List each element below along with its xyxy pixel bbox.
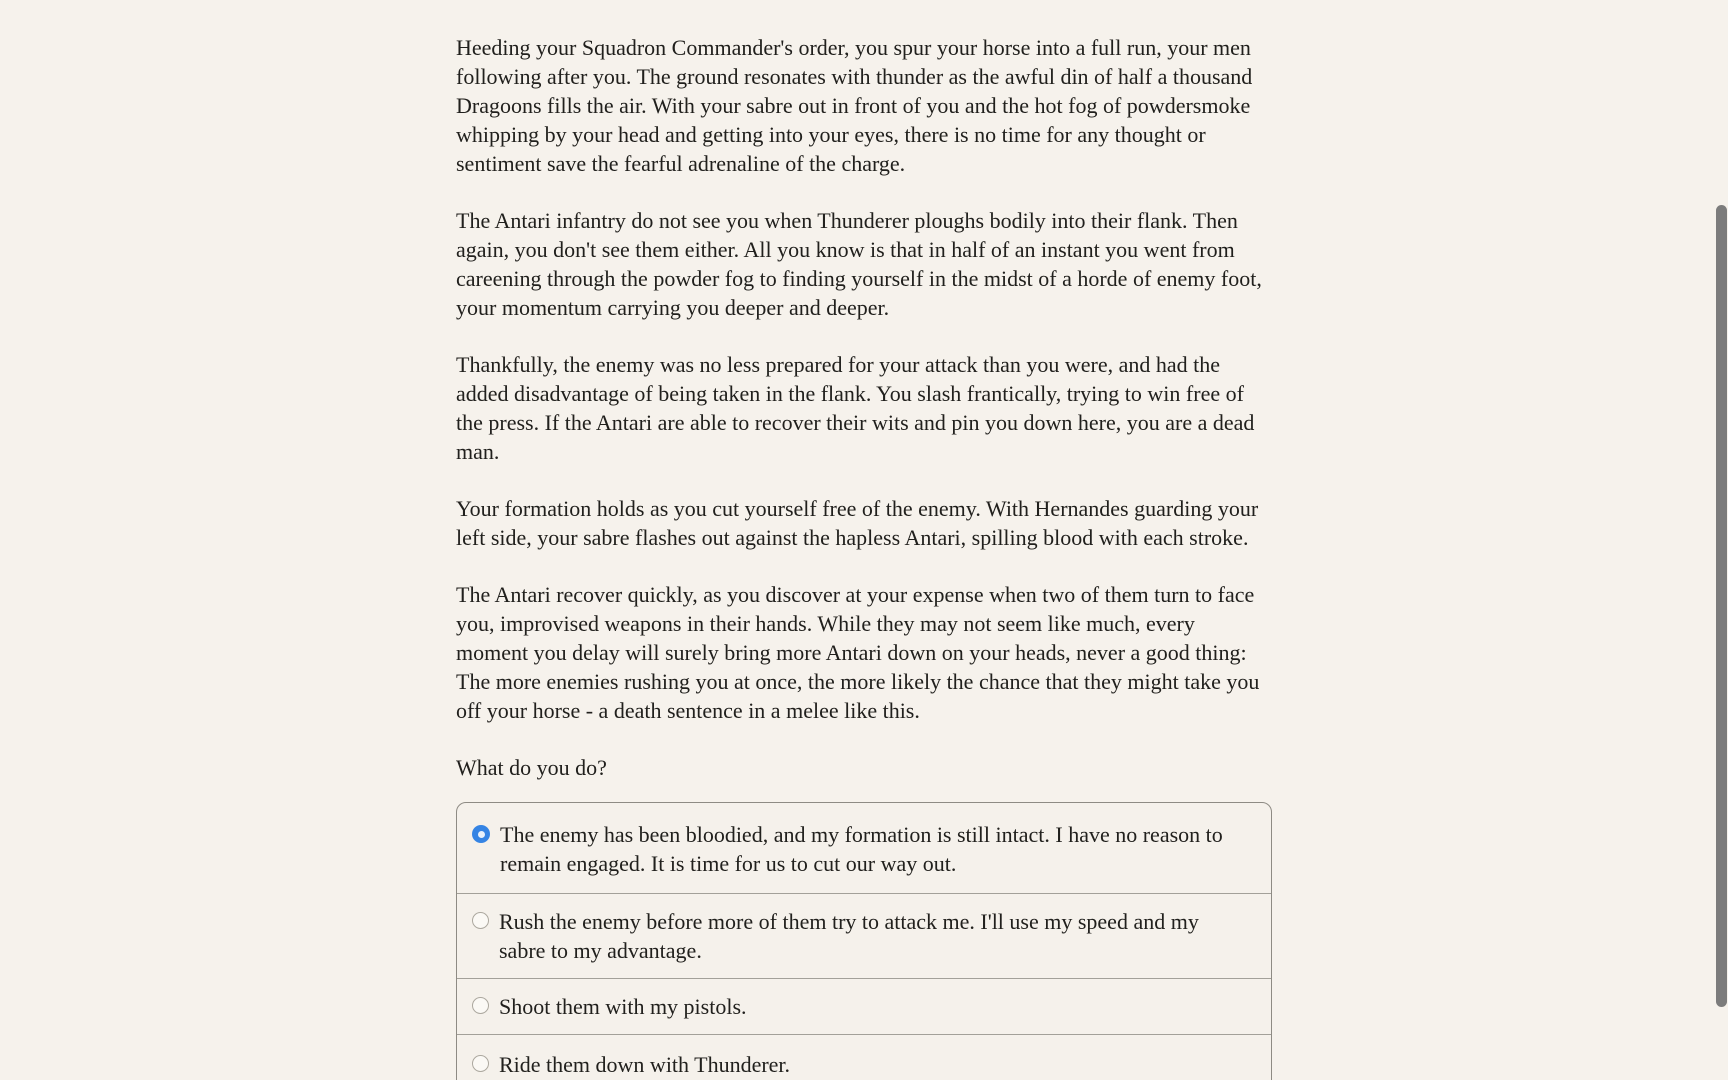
choice-option[interactable]: [457, 978, 1271, 1034]
radio-button-icon[interactable]: [472, 1055, 489, 1072]
story-content: [456, 0, 1272, 1080]
radio-button-icon[interactable]: [472, 912, 489, 929]
choice-option-label: Ride them down with Thunderer.: [499, 1052, 791, 1077]
radio-button-icon[interactable]: [472, 825, 490, 843]
story-paragraph: The Antari infantry do not see you when Thunderer ploughs bodily into their flank. Then again, you don't see them either. All you know is that in half of an instant you went from careening through the powder fog to finding yourself in the midst of a horde of enemy foot, your momentum carrying you deeper and deeper.: [456, 208, 1262, 320]
choice-prompt: What do you do?: [456, 755, 607, 780]
choice-option-label: Rush the enemy before more of them try to attack me. I'll use my speed and my sabre to my advantage.: [499, 909, 1199, 963]
story-text: [456, 33, 1272, 782]
choice-option[interactable]: [457, 893, 1271, 978]
story-paragraph: Your formation holds as you cut yourself free of the enemy. With Hernandes guarding your left side, your sabre flashes out against the hapless Antari, spilling blood with each stroke.: [456, 496, 1259, 550]
scrollbar-thumb[interactable]: [1716, 205, 1727, 1007]
choice-option[interactable]: [457, 803, 1271, 893]
choice-option-label: Shoot them with my pistols.: [499, 994, 747, 1019]
choice-list: [456, 802, 1272, 1080]
radio-button-icon[interactable]: [472, 997, 489, 1014]
story-paragraph: The Antari recover quickly, as you discover at your expense when two of them turn to face you, improvised weapons in their hands. While they may not seem like much, every moment you delay will surely bring more Antari down on your heads, never a good thing: The more enemies rushing you at once, the more likely the chance that they might take you off your horse - a death sentence in a melee like this.: [456, 582, 1260, 723]
story-paragraph: Thankfully, the enemy was no less prepared for your attack than you were, and had the added disadvantage of being taken in the flank. You slash frantically, trying to win free of the press. If the Antari are able to recover their wits and pin you down here, you are a dead man.: [456, 352, 1255, 464]
choice-option-label: The enemy has been bloodied, and my formation is still intact. I have no reason to remain engaged. It is time for us to cut our way out.: [500, 822, 1223, 876]
story-paragraph: Heeding your Squadron Commander's order, you spur your horse into a full run, your men following after you. The ground resonates with thunder as the awful din of half a thousand Dragoons fills the air. With your sabre out in front of you and the hot fog of powdersmoke whipping by your head and getting into your eyes, there is no time for any thought or sentiment save the fearful adrenaline of the charge.: [456, 35, 1253, 176]
choice-option[interactable]: [457, 1034, 1271, 1080]
